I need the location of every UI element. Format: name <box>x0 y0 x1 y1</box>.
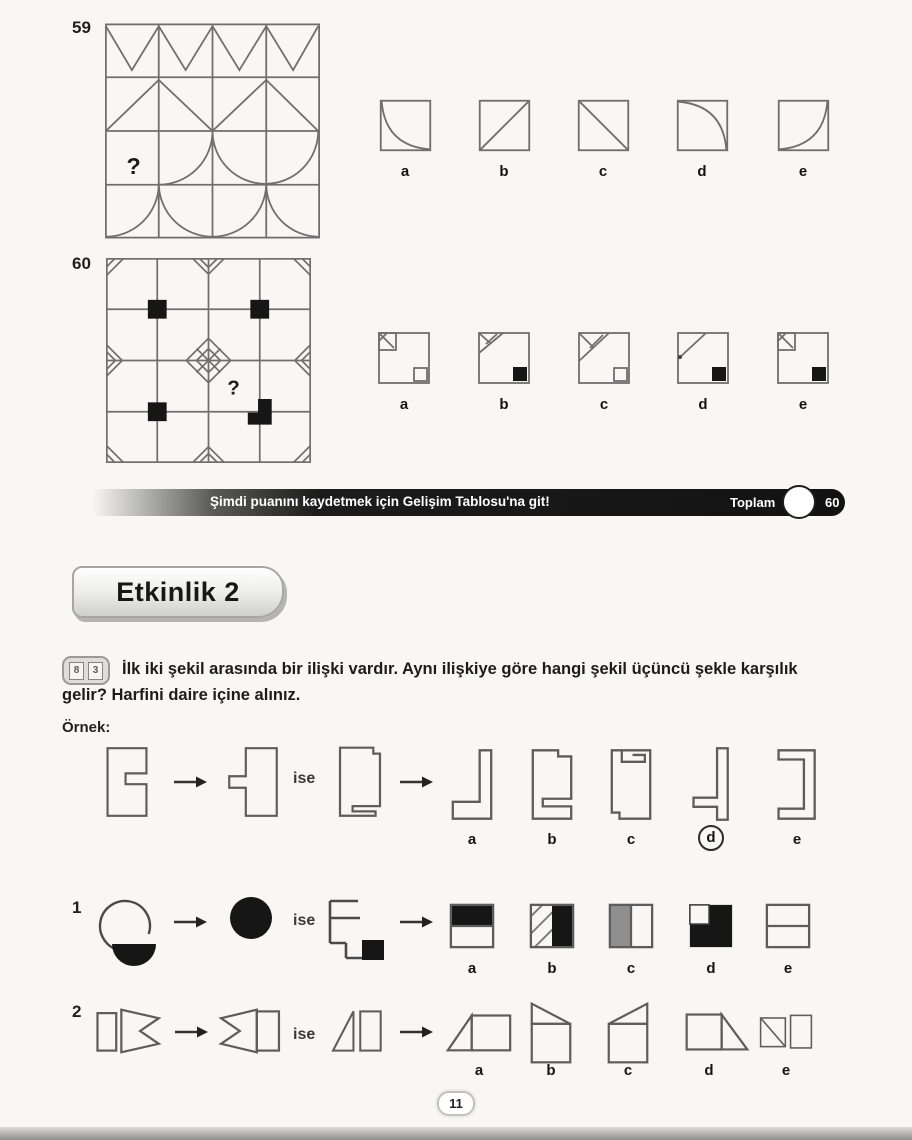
book-icon <box>62 656 110 685</box>
q59-option-c-figure <box>576 98 631 153</box>
activity-header <box>72 566 284 618</box>
example-option-e-figure <box>772 748 822 821</box>
q2-option-a-figure <box>444 1010 514 1054</box>
book-page-right: 3 <box>88 662 103 680</box>
example-shape-3 <box>336 744 384 818</box>
q1-option-b-letter: b <box>547 960 557 977</box>
score-circle <box>782 485 816 519</box>
arrow-right-icon <box>398 1025 434 1039</box>
q2-shape-2 <box>218 1008 282 1054</box>
question-2-number: 2 <box>72 1002 82 1021</box>
q2-option-b-figure <box>528 1000 574 1066</box>
q2-ise-label: ise <box>293 1026 316 1043</box>
arrow-right-icon <box>398 775 434 789</box>
q2-option-c-figure <box>605 1000 651 1066</box>
arrow-right-icon <box>172 915 208 929</box>
arrow-right-icon <box>173 1025 209 1039</box>
q60-option-e-letter: e <box>798 396 808 413</box>
q1-option-b-figure <box>528 902 576 950</box>
q60-option-c-figure <box>577 331 631 385</box>
q2-option-e-letter: e <box>781 1062 791 1079</box>
q2-shape-3 <box>325 1008 387 1054</box>
example-shape-2 <box>218 746 288 818</box>
example-option-a-letter: a <box>467 831 477 848</box>
total-label: Toplam <box>730 495 776 510</box>
example-shape-1 <box>104 746 150 818</box>
example-option-c-figure <box>606 748 656 821</box>
q59-option-c-letter: c <box>598 163 608 180</box>
q59-option-e-figure <box>776 98 831 153</box>
instruction-line-2: gelir? Harfini daire içine alınız. <box>62 686 301 704</box>
q1-shape-1 <box>98 898 162 968</box>
example-option-e-letter: e <box>792 831 802 848</box>
q2-option-d-letter: d <box>704 1062 714 1079</box>
q1-option-e-figure <box>764 902 812 950</box>
q60-option-a-letter: a <box>399 396 409 413</box>
q1-option-a-figure <box>448 902 496 950</box>
q60-option-e-figure <box>776 331 830 385</box>
q59-option-d-figure <box>675 98 730 153</box>
example-label: Örnek: <box>62 719 111 736</box>
q59-option-e-letter: e <box>798 163 808 180</box>
question-59-missing-cell-mark: ? <box>126 153 141 180</box>
example-answer-circled-letter: d <box>698 825 724 851</box>
q59-option-b-figure <box>477 98 532 153</box>
example-option-d-figure <box>690 746 732 822</box>
q60-option-c-letter: c <box>599 396 609 413</box>
total-value: 60 <box>825 495 840 510</box>
q60-option-d-letter: d <box>698 396 708 413</box>
book-page-left: 8 <box>69 662 84 680</box>
question-60-missing-cell-mark: ? <box>227 376 240 400</box>
q1-shape-3 <box>322 898 396 968</box>
question-60-number: 60 <box>72 254 91 273</box>
score-banner <box>92 489 845 516</box>
score-banner-message: Şimdi puanını kaydetmek için Gelişim Tablosu'na git! <box>210 494 550 509</box>
example-option-b-letter: b <box>547 831 557 848</box>
q2-option-c-letter: c <box>623 1062 633 1079</box>
example-option-c-letter: c <box>626 831 636 848</box>
q60-option-a-figure <box>377 331 431 385</box>
example-ise-label: ise <box>293 770 316 787</box>
arrow-right-icon <box>172 775 208 789</box>
question-59-grid-figure <box>105 22 320 240</box>
page-number-badge <box>437 1091 475 1116</box>
q59-option-a-figure <box>378 98 433 153</box>
q2-option-d-figure <box>683 1010 751 1054</box>
q1-option-d-letter: d <box>706 960 716 977</box>
q1-option-a-letter: a <box>467 960 477 977</box>
q2-option-b-letter: b <box>546 1062 556 1079</box>
question-1-number: 1 <box>72 898 82 917</box>
arrow-right-icon <box>398 915 434 929</box>
page-number: 11 <box>449 1096 463 1111</box>
activity-title: Etkinlik 2 <box>116 576 240 607</box>
q2-option-a-letter: a <box>474 1062 484 1079</box>
q59-option-d-letter: d <box>697 163 707 180</box>
question-59-number: 59 <box>72 18 91 37</box>
q60-option-d-figure <box>676 331 730 385</box>
q1-ise-label: ise <box>293 912 316 929</box>
q1-option-c-figure <box>607 902 655 950</box>
q59-option-a-letter: a <box>400 163 410 180</box>
instruction-line-1: İlk iki şekil arasında bir ilişki vardır. Aynı ilişkiye göre hangi şekil üçüncü şekle karşılık <box>122 660 798 678</box>
q59-option-b-letter: b <box>499 163 509 180</box>
example-option-b-figure <box>528 748 576 821</box>
q1-option-e-letter: e <box>783 960 793 977</box>
q60-option-b-letter: b <box>499 396 509 413</box>
q2-option-e-figure <box>758 1006 814 1056</box>
q1-option-c-letter: c <box>626 960 636 977</box>
page-bottom-edge <box>0 1127 912 1140</box>
example-option-a-figure <box>448 748 496 821</box>
question-60-grid-figure <box>106 258 311 463</box>
q2-shape-1 <box>90 1008 168 1054</box>
q60-option-b-figure <box>477 331 531 385</box>
q1-option-d-figure <box>687 902 735 950</box>
q1-shape-2 <box>228 895 274 941</box>
